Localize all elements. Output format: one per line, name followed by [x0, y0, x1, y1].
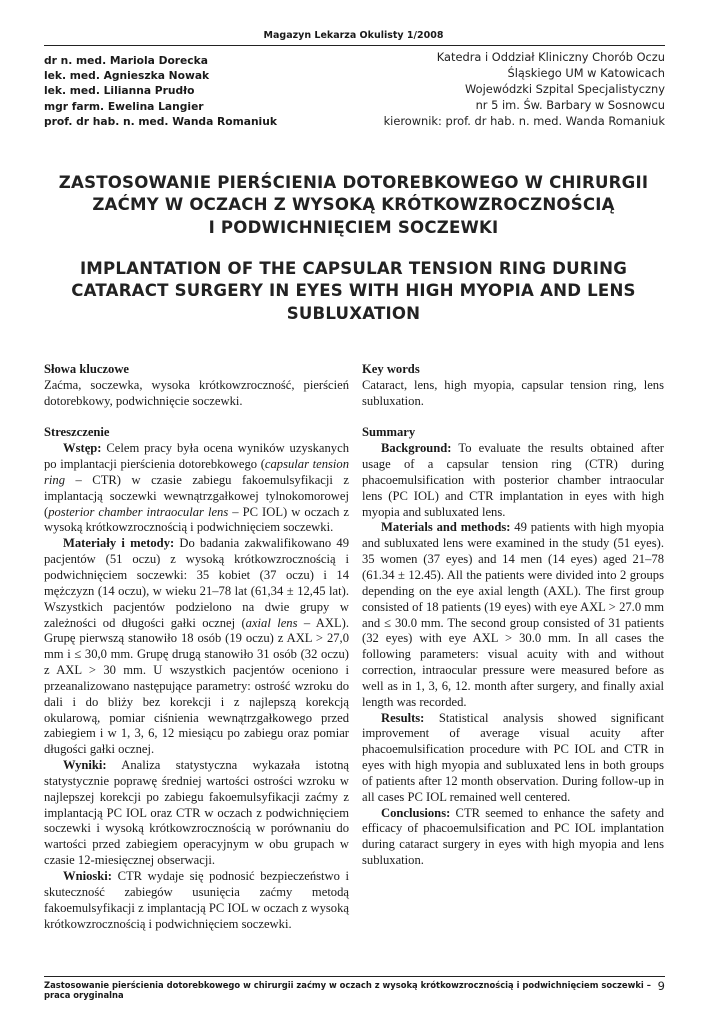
footer-divider	[44, 976, 665, 977]
affiliation-line: Wojewódzki Szpital Specjalistyczny	[465, 81, 665, 96]
background-paragraph: Background: To evaluate the results obtained after usage of a capsular tension ring (CTR) during phacoemulsification with posterior chamber intraocular lens (PC IOL) and CTR implantation in eyes with high myopia and subluxated lens.	[362, 441, 664, 519]
author-list	[44, 53, 344, 129]
title-line: I PODWICHNIĘCIEM SOCZEWKI	[208, 217, 499, 237]
author-name: prof. dr hab. n. med. Wanda Romaniuk	[44, 114, 277, 128]
affiliation-line: Śląskiego UM w Katowicach	[507, 65, 665, 80]
author-name: lek. med. Lilianna Prudło	[44, 84, 195, 98]
conclusions-paragraph: Conclusions: CTR seemed to enhance the safety and efficacy of phacoemulsification and PC IOL implantation during cataract surgery in eyes with high myopia and lens subluxation.	[362, 805, 664, 868]
header-divider	[44, 45, 665, 46]
title-line: ZASTOSOWANIE PIERŚCIENIA DOTOREBKOWEGO W CHIRURGII	[58, 173, 649, 192]
affiliation-line: Katedra i Oddział Kliniczny Chorób Oczu	[436, 50, 665, 64]
affiliation-line: nr 5 im. Św. Barbary w Sosnowcu	[475, 97, 665, 112]
author-name: dr n. med. Mariola Dorecka	[44, 54, 208, 67]
keywords-text: Zaćma, soczewka, wysoka krótkowzroczność, pierścień dotorebkowy, podwichnięcie soczewki.	[44, 377, 349, 408]
title-line: IMPLANTATION OF THE CAPSULAR TENSION RING DURING	[79, 259, 628, 278]
polish-title	[20, 172, 687, 239]
methods-paragraph: Materials and methods: 49 patients with high myopia and subluxated lens were examined in the study (51 eyes). 35 women (37 eyes) and 14 men (14 eyes) aged 21–78 (61.34 ± 12.45). All the patients were divided into 2 groups depending on the eye axial length (AXL). The first group consisted of 18 patients (19 eyes) with eye AXL > 27.0 mm and ≤ 30.0 mm. The second group consisted of 31 patients (32 eyes) with eye AXL > 30.0 mm. In all cases the following parameters: visual acuity with and without correction, intraocular pressure were measured before as well as in 1, 3, 6, 12. month after surgery, and finally axial length was recorded.	[362, 520, 665, 709]
english-abstract-column	[362, 362, 664, 869]
results-paragraph: Results: Statistical analysis showed significant improvement of average visual acuity after phacoemulsification procedure with PC IOL and CTR in eyes with high myopia and subluxated lens in both groups of patients after 12 month observation. During follow-up in all cases PC IOL remained well centered.	[362, 710, 664, 804]
polish-abstract-column	[44, 362, 349, 932]
keywords-text: Cataract, lens, high myopia, capsular tension ring, lens subluxation.	[362, 377, 664, 408]
english-title	[20, 258, 687, 325]
intro-paragraph: Wstęp: Celem pracy była ocena wyników uzyskanych po implantacji pierścienia dotorebkowego (capsular tension ring – CTR) w czasie zabiegu fakoemulsyfikacji z implantacją soczewki wewnątrzgałkowej tylnokomorowej (posterior chamber intraocular lens – PC IOL) w oczach z wysoką krótkowzrocznością i podwichnięciem soczewki.	[44, 441, 350, 535]
conclusions-paragraph: Wnioski: CTR wydaje się podnosić bezpieczeństwo i skuteczność zabiegów usunięcia zaćmy metodą fakoemulsyfikacji z implantacją PC IOL w oczach z wysoką krótkowzrocznością i podwichnięciem soczewki.	[44, 869, 349, 931]
affiliation-line: kierownik: prof. dr hab. n. med. Wanda Romaniuk	[383, 113, 665, 128]
affiliation-block	[335, 50, 665, 130]
keywords-heading: Słowa kluczowe	[44, 362, 130, 376]
title-line: CATARACT SURGERY IN EYES WITH HIGH MYOPIA AND LENS	[71, 281, 636, 301]
author-name: lek. med. Agnieszka Nowak	[44, 69, 210, 83]
page-number: 9	[657, 979, 665, 993]
title-line: SUBLUXATION	[286, 303, 421, 323]
running-footer: Zastosowanie pierścienia dotorebkowego w chirurgii zaćmy w oczach z wysoką krótkowzrocznością i podwichnięciem soczewki – praca oryginalna	[44, 980, 651, 1000]
title-line: ZAĆMY W OCZACH Z WYSOKĄ KRÓTKOWZROCZNOŚCIĄ	[92, 195, 615, 215]
journal-header: Magazyn Lekarza Okulisty 1/2008	[263, 30, 444, 41]
keywords-heading: Key words	[362, 362, 420, 376]
summary-heading: Streszczenie	[44, 425, 110, 440]
summary-heading: Summary	[362, 425, 416, 440]
results-paragraph: Wyniki: Analiza statystyczna wykazała istotną statystycznie poprawę średniej wartości ostrości wzroku w najlepszej korekcji po zabiegu fakoemulsyfikacji zaćmy z implantacją PC IOL oraz CTR w oczach z podwichnięciem soczewki i wysoką krótkowzrocznością w porównaniu do wartości przed zabiegiem operacyjnym w obu grupach w czasie 12-miesięcznej obserwacji.	[44, 758, 349, 868]
author-name: mgr farm. Ewelina Langier	[44, 99, 204, 113]
methods-paragraph: Materiały i metody: Do badania zakwalifikowano 49 pacjentów (51 oczu) z wysoką krótkowzrocznością i podwichnięciem soczewki: 35 kobiet (37 oczu) i 14 mężczyzn (14 oczu), w wieku 21–78 lat (61,34 ± 12,45 lat). Wszystkich pacjentów podzielono na dwie grupy w zależności od długości gałki ocznej (axial lens – AXL). Grupę pierwszą stanowiło 18 osób (19 oczu) z AXL > 27,0 mm i ≤ 30,0 mm. Grupę drugą stanowiło 31 osób (32 oczu) z AXL > 30 mm. U wszystkich pacjentów oceniono i przeanalizowano następujące parametry: ostrość wzroku do dali i do bliży bez korekcji i z najlepszą korekcją okularową, pomiar ciśnienia wewnątrzgałkowego przed zabiegiem i w 1, 3, 6, 12 miesiącu po zabiegu oraz pomiar długości gałki ocznej.	[44, 536, 349, 757]
